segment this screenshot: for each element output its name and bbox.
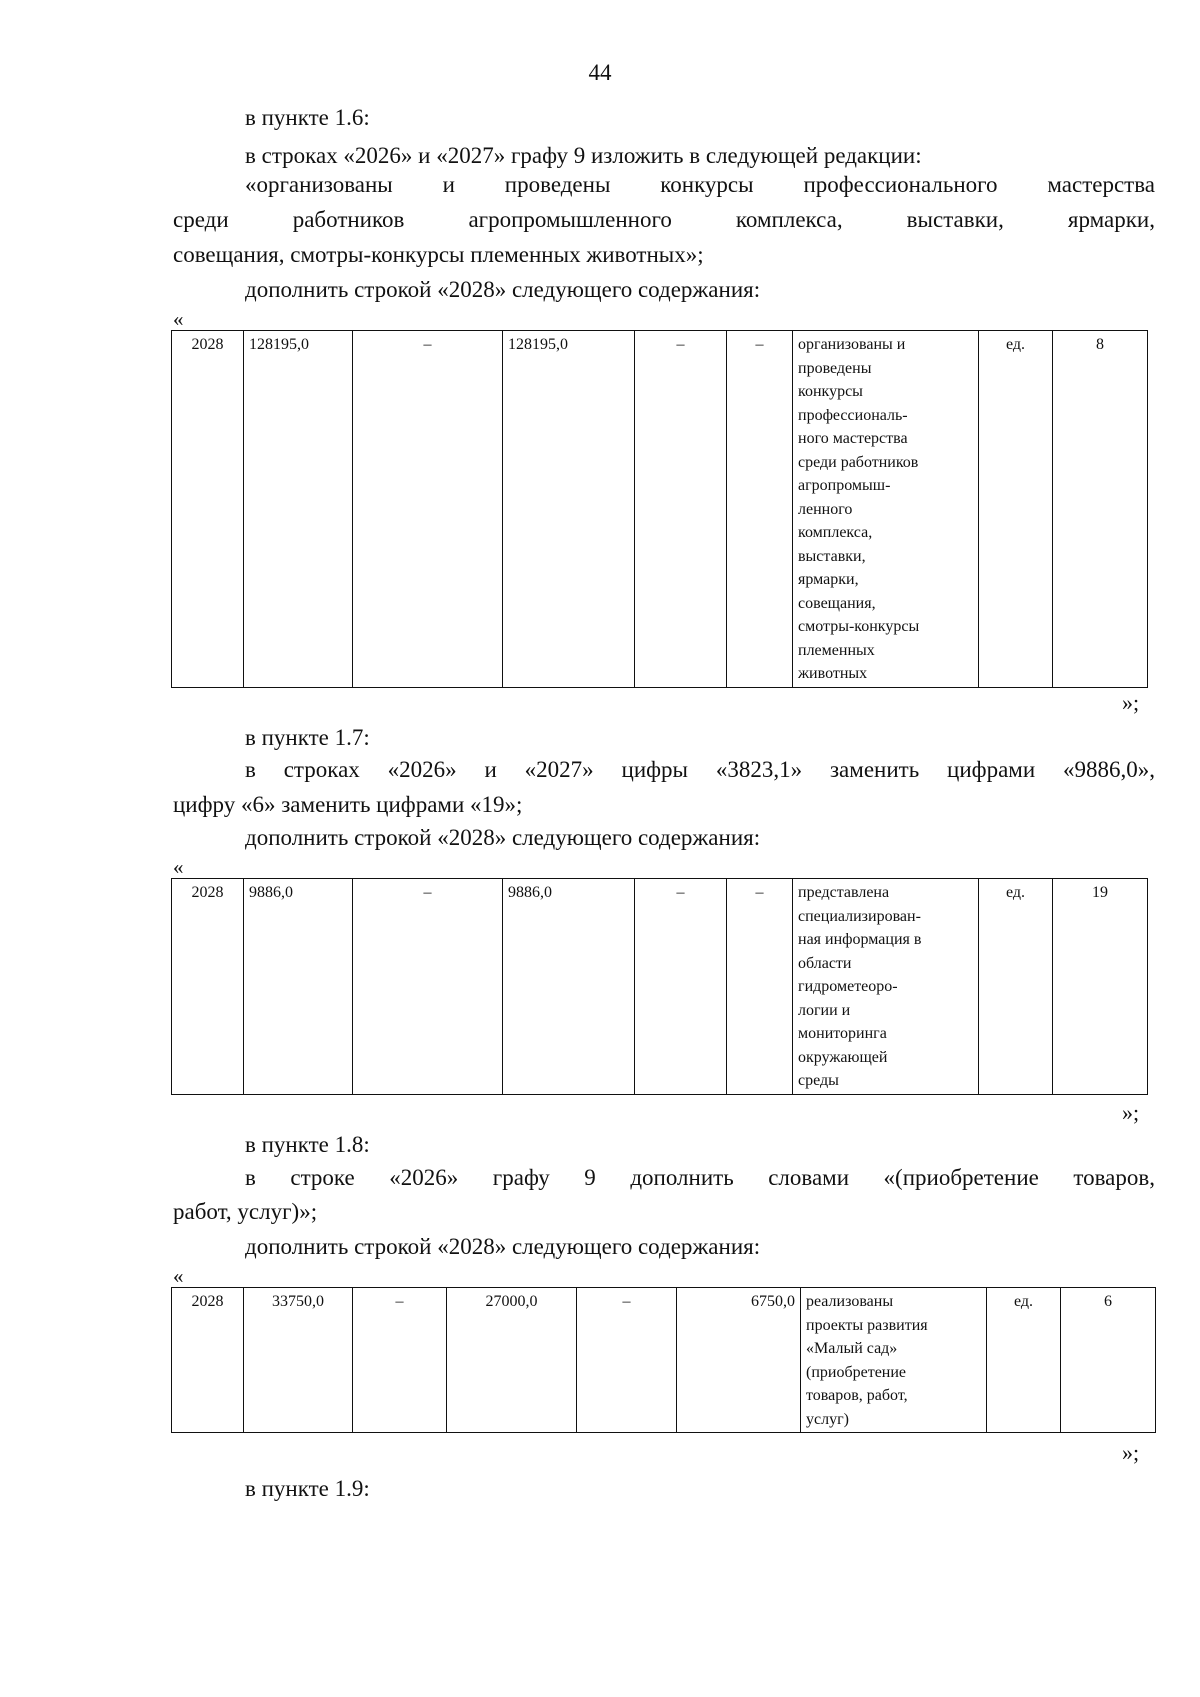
description-line: профессиональ- xyxy=(798,406,908,424)
description-line: организованы и xyxy=(798,336,906,353)
description-line: (приобретение xyxy=(806,1363,907,1381)
year-cell: 2028 xyxy=(172,331,244,688)
description-line: ная информация в xyxy=(798,931,922,948)
description-cell xyxy=(793,879,979,1095)
description-line: агропромыш- xyxy=(798,477,891,494)
close-quote: »; xyxy=(1122,1440,1140,1465)
section-heading-1-7: в пункте 1.7: xyxy=(245,725,370,750)
value-cell: 8 xyxy=(1053,331,1148,688)
description-line: проекты развития xyxy=(806,1316,928,1334)
section-heading-1-6: в пункте 1.6: xyxy=(245,105,370,130)
unit-cell: ед. xyxy=(979,879,1053,1095)
description-cell xyxy=(793,331,979,688)
description-line: совещания, xyxy=(798,594,876,612)
quoted-text-line: совещания, смотры-конкурсы племенных животных»; xyxy=(173,242,704,267)
open-quote: « xyxy=(173,307,184,331)
amendment-table xyxy=(171,330,1148,688)
instruction-text: в строках «2026» и «2027» графу 9 изложить в следующей редакции: xyxy=(245,143,922,168)
section-heading-1-8: в пункте 1.8: xyxy=(245,1132,370,1157)
instruction-text: в строках «2026» и «2027» цифры «3823,1» заменить цифрами «9886,0», xyxy=(245,757,1155,782)
description-line: смотры-конкурсы xyxy=(798,618,920,635)
quoted-text-line: «организованы и проведены конкурсы профессионального мастерства xyxy=(245,172,1155,197)
add-row-instruction: дополнить строкой «2028» следующего содержания: xyxy=(245,277,761,302)
description-line: ленного xyxy=(798,500,853,518)
open-quote: « xyxy=(173,855,184,879)
description-line: среди работников xyxy=(798,453,919,471)
quoted-text-line: среди работников агропромышленного комплекса, выставки, ярмарки, xyxy=(173,207,1155,232)
close-quote: »; xyxy=(1122,1100,1140,1125)
description-line: проведены xyxy=(798,359,872,377)
description-line: специализирован- xyxy=(798,907,921,925)
description-line: племенных xyxy=(798,641,875,659)
amount-cell: 33750,0 xyxy=(244,1288,353,1433)
description-line: конкурсы xyxy=(798,383,863,400)
amount-cell: – xyxy=(353,1288,447,1433)
description-line: ярмарки, xyxy=(798,571,859,588)
description-line: представлена xyxy=(798,884,890,901)
amount-cell: 27000,0 xyxy=(447,1288,577,1433)
description-line: области xyxy=(798,954,852,972)
description-line: среды xyxy=(798,1072,839,1089)
amount-cell: – xyxy=(635,331,727,688)
section-heading-1-9: в пункте 1.9: xyxy=(245,1476,370,1501)
amount-cell: – xyxy=(353,331,503,688)
amount-cell: 128195,0 xyxy=(244,331,353,688)
value-cell: 6 xyxy=(1061,1288,1156,1433)
description-line: выставки, xyxy=(798,547,866,565)
amount-cell: – xyxy=(635,879,727,1095)
add-row-instruction: дополнить строкой «2028» следующего содержания: xyxy=(245,1234,761,1259)
unit-cell: ед. xyxy=(979,331,1053,688)
amount-cell: – xyxy=(727,331,793,688)
description-line: «Малый сад» xyxy=(806,1340,898,1357)
add-row-instruction: дополнить строкой «2028» следующего содержания: xyxy=(245,825,761,850)
table-row xyxy=(172,1288,1156,1433)
description-line: реализованы xyxy=(806,1293,894,1310)
year-cell: 2028 xyxy=(172,1288,244,1433)
description-line: логии и xyxy=(798,1001,851,1019)
description-line: гидрометеоро- xyxy=(798,978,898,995)
open-quote: « xyxy=(173,1264,184,1288)
amount-cell: 9886,0 xyxy=(244,879,353,1095)
unit-cell: ед. xyxy=(987,1288,1061,1433)
amount-cell: – xyxy=(577,1288,677,1433)
description-line: окружающей xyxy=(798,1048,888,1066)
close-quote: »; xyxy=(1122,690,1140,715)
instruction-text: в строке «2026» графу 9 дополнить словами «(приобретение товаров, xyxy=(245,1165,1155,1190)
year-cell: 2028 xyxy=(172,879,244,1095)
instruction-text: работ, услуг)»; xyxy=(173,1199,318,1224)
table-row xyxy=(172,879,1148,1095)
table-row xyxy=(172,331,1148,688)
description-line: мониторинга xyxy=(798,1025,887,1042)
amount-cell: 9886,0 xyxy=(503,879,635,1095)
description-line: товаров, работ, xyxy=(806,1387,908,1404)
amendment-table xyxy=(171,1287,1156,1433)
value-cell: 19 xyxy=(1053,879,1148,1095)
amendment-table xyxy=(171,878,1148,1095)
amount-cell: 6750,0 xyxy=(677,1288,801,1433)
amount-cell: – xyxy=(353,879,503,1095)
description-line: ного мастерства xyxy=(798,430,908,447)
description-line: животных xyxy=(798,665,868,682)
description-cell xyxy=(801,1288,987,1433)
amount-cell: 128195,0 xyxy=(503,331,635,688)
description-line: услуг) xyxy=(806,1410,849,1428)
description-line: комплекса, xyxy=(798,524,873,541)
instruction-text: цифру «6» заменить цифрами «19»; xyxy=(173,792,523,817)
amount-cell: – xyxy=(727,879,793,1095)
page-number: 44 xyxy=(588,60,612,85)
